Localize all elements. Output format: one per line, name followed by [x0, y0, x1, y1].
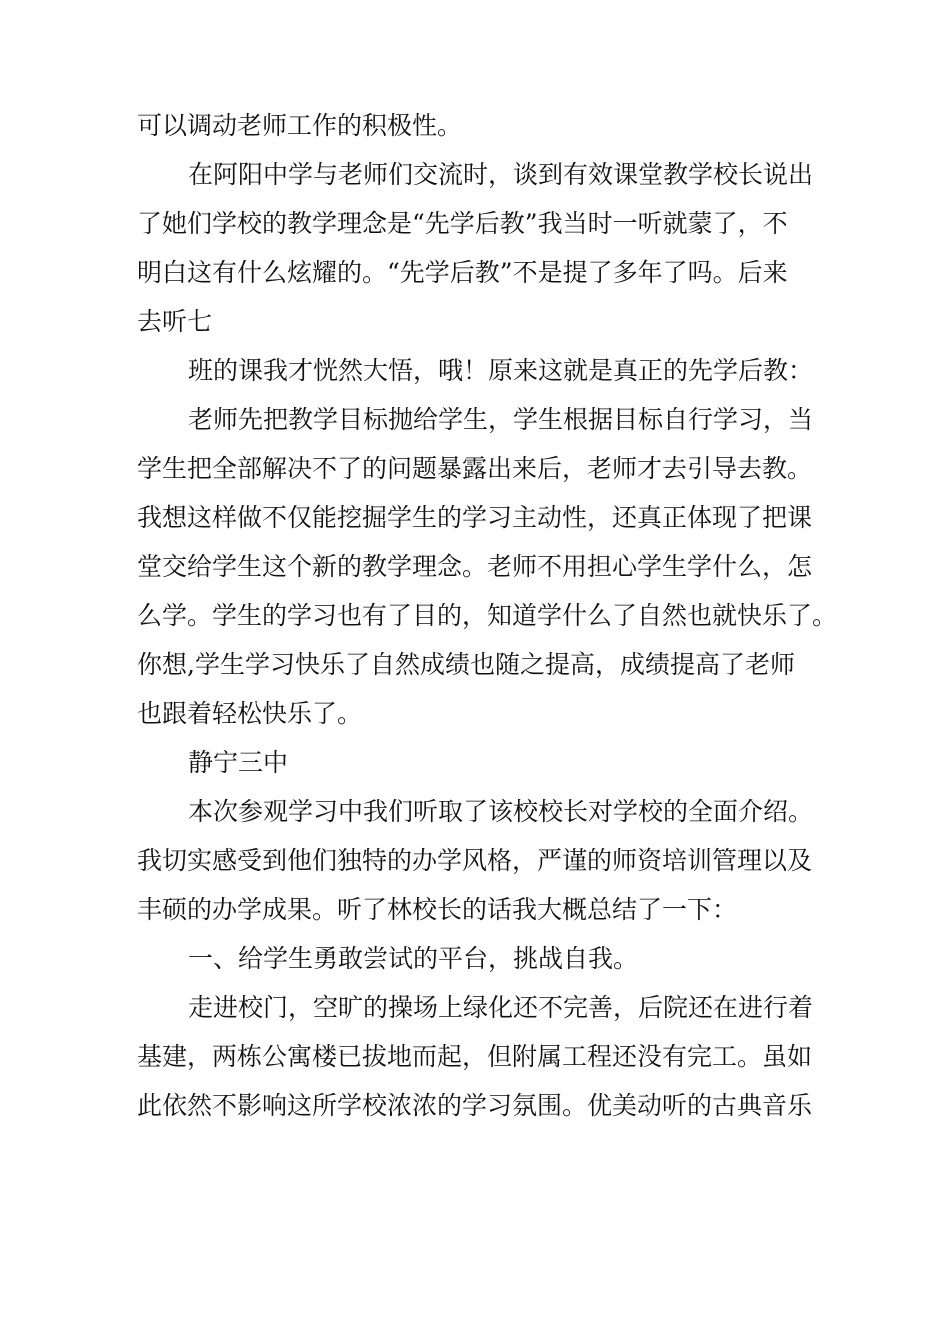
text-line: 基建，两栋公寓楼已拔地而起，但附属工程还没有完工。虽如 [137, 1042, 813, 1071]
text-line: 了她们学校的教学理念是“先学后教”我当时一听就蒙了，不 [137, 209, 788, 238]
text-line: 丰硕的办学成果。听了林校长的话我大概总结了一下： [137, 895, 738, 924]
text-line: 此依然不影响这所学校浓浓的学习氛围。优美动听的古典音乐 [137, 1091, 813, 1120]
list-heading: 一、给学生勇敢尝试的平台，挑战自我。 [188, 944, 639, 973]
text-line: 你想,学生学习快乐了自然成绩也随之提高，成绩提高了老师 [137, 650, 795, 679]
text-line: 堂交给学生这个新的教学理念。老师不用担心学生学什么，怎 [137, 552, 813, 581]
text-line: 可以调动老师工作的积极性。 [137, 111, 463, 140]
text-line: 我想这样做不仅能挖掘学生的学习主动性，还真正体现了把课 [137, 503, 813, 532]
text-line: 本次参观学习中我们听取了该校校长对学校的全面介绍。 [188, 797, 814, 826]
text-line: 去听七 [137, 307, 213, 336]
section-heading: 静宁三中 [188, 748, 289, 777]
text-line: 在阿阳中学与老师们交流时，谈到有效课堂教学校长说出 [188, 160, 814, 189]
text-line: 学生把全部解决不了的问题暴露出来后，老师才去引导去教。 [137, 454, 813, 483]
text-line: 班的课我才恍然大悟，哦！原来这就是真正的先学后教： [188, 356, 814, 385]
text-line: 明白这有什么炫耀的。“先学后教”不是提了多年了吗。后来 [137, 258, 788, 287]
text-line: 么学。学生的学习也有了目的，知道学什么了自然也就快乐了。 [137, 601, 838, 630]
text-line: 走进校门，空旷的操场上绿化还不完善，后院还在进行着 [188, 993, 814, 1022]
text-line: 老师先把教学目标抛给学生，学生根据目标自行学习，当 [188, 405, 814, 434]
text-line: 也跟着轻松快乐了。 [137, 699, 363, 728]
document-body [137, 101, 837, 1130]
text-line: 我切实感受到他们独特的办学风格，严谨的师资培训管理以及 [137, 846, 813, 875]
